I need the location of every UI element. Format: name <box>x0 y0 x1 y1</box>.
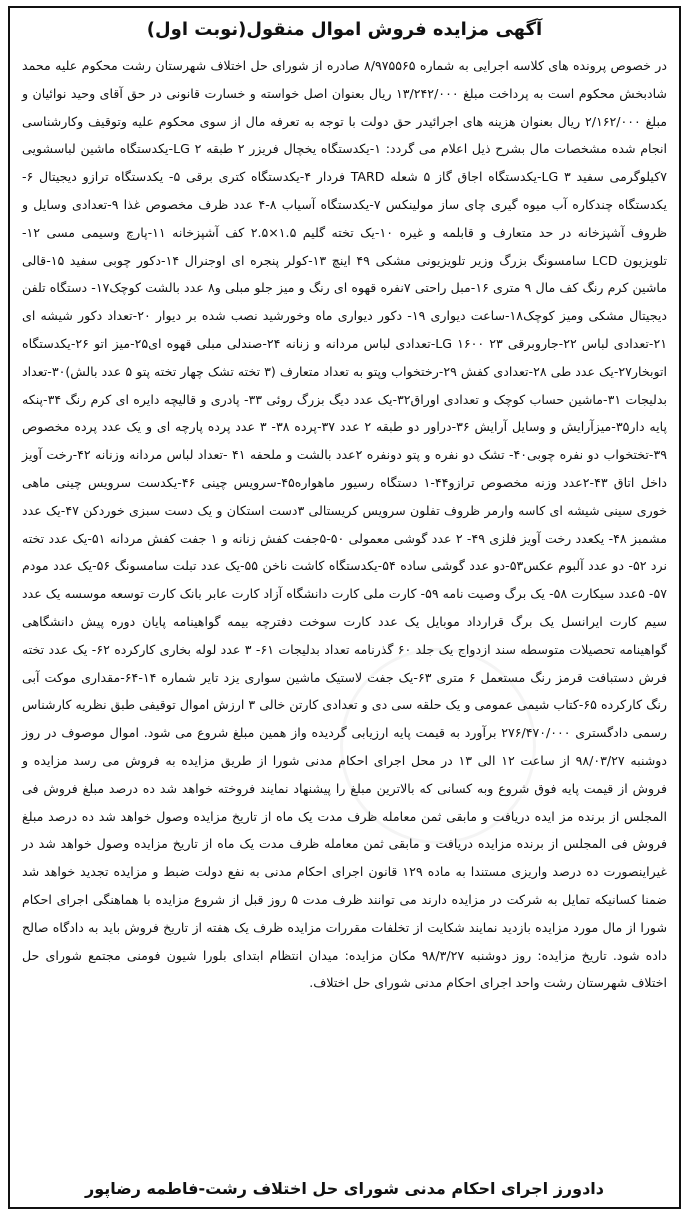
notice-signature: دادورز اجرای احکام مدنی شورای حل اختلاف رشت-فاطمه رضاپور <box>84 1179 604 1198</box>
notice-body: در خصوص پرونده های کلاسه اجرایی به شماره ۸/۹۷۵۵۶۵ صادره از شورای حل اختلاف شهرستان رشت محکوم علیه محمد شادبخش محکوم است به پرداخت مبلغ ۱۳/۲۴۲/۰۰۰ ریال بعنوان اصل خواسته و خسارت قانونی در حق آقای وحید نوائیان و مبلغ ۲/۱۶۲/۰۰۰ ریال بعنوان هزینه های اجرائیدر حق دولت با توجه به تعرفه مال از سوی محکوم علیه وتوقیف وکارشناسی انجام شده مشخصات مال بشرح ذیل اعلام می گردد: ۱-یکدستگاه یخچال فریزر ۲ طبقه LG ۲-یکدستگاه ماشین لباسشویی ۷کیلوگرمی سفید LG ۳-یکدستگاه اجاق گاز ۵ شعله TARD فردار ۴-یکدستگاه کتری برقی ۵- یکدستگاه ترازو دیجیتال ۶-یکدستگاه چندکاره آب میوه گیری چای ساز مولینکس ۷-یکدستگاه آسیاب ۸-۴ عدد ظرف مخصوص غذا ۹-تعدادی وسایل و ظروف آشپزخانه در حد متعارف و قابلمه و غیره ۱۰-یک تخته گلیم ۱.۵×۲.۵ کف آشپزخانه ۱۱-پارچ وسیمی مسی ۱۲- تلویزیون LCD سامسونگ بزرگ وزیر تلویزیونی مشکی ۴۹ اینچ ۱۳-کولر پنجره ای اوجنرال ۱۴-دکور چوبی سفید ۱۵-قالی ماشین کرم رنگ کف مال ۹ متری ۱۶-مبل راحتی ۷نفره قهوه ای رنگ و میز جلو مبلی و۸ عدد بالشت کوچک۱۷- دستگاه تلفن دیجیتال مشکی ومیز کوچک۱۸-ساعت دیواری ۱۹- دکور دیواری ماه وخورشید نصب شده بر دیوار ۲۰-تعداد دکور شیشه ای ۲۱-تعدادی لباس ۲۲-جاروبرقی LG ۱۶۰۰ ۲۳-تعدادی لباس مردانه و زنانه ۲۴-صندلی مبلی قهوه ای۲۵-میز اتو ۲۶-یکدستگاه اتوبخار۲۷-یک عدد طی ۲۸-تعدادی کفش ۲۹-رختخواب وپتو به تعداد متعارف (۳ تخته تشک چهار تخته پتو ۵ عدد بالش)۳۰-تعداد بدلیجات ۳۱-ماشین حساب کوچک و تعدادی اوراق۳۲-یک عدد دیگ بزرگ روئی ۳۳- پادری و قالیچه دایره ای کرم رنگ ۳۴-پنکه پایه دار۳۵-میزآرایش و وسایل آرایش ۳۶-دراور دو طبقه ۲ عدد ۳۷-پرده ۳۸- ۳ عدد پرده پارچه ای و یک عدد پرده مخصوص ۳۹-تختخواب دو نفره چوبی۴۰- تشک دو نفره و پتو دونفره ۲عدد بالشت و ملحفه ۴۱ -تعداد لباس مردانه وزنانه ۴۲-رخت آویز داخل اتاق ۴۳-۲عدد وزنه مخصوص ترازو۴۴-۱ دستگاه رسیور ماهواره۴۵-سرویس چینی ۴۶-یکدست سرویس چینی ماهی خوری سینی شیشه ای کاسه وارمر ظروف تفلون سرویس کریستالی ۳دست استکان و یک دست سبزی خوردکن ۴۷-یک عدد مشمبز ۴۸- یکعدد رخت آویز فلزی ۴۹- ۲ عدد گوشی معمولی ۵۰-۵جفت کفش زنانه و ۱ جفت کفش مردانه ۵۱-یک عدد تخته نرد ۵۲- دو عدد آلبوم عکس۵۳-دو عدد گوشی ساده ۵۴-یکدستگاه کاشت ناخن ۵۵-یک عدد تبلت سامسونگ ۵۶-یک عدد مودم ۵۷- ۵عدد سیکارت ۵۸- یک برگ وصیت نامه ۵۹- کارت ملی کارت دانشگاه آزاد کارت عابر بانک کارت توسعه موسسه یک عدد سیم کارت ایرانسل یک برگ قرارداد موبایل یک عدد کارت سوخت دفترچه بیمه گواهینامه پایان دوره پیش دانشگاهی گواهینامه تحصیلات متوسطه سند ازدواج یک جلد ۶۰ گذرنامه تعداد بدلیجات ۶۱- ۳ عدد لوله بخاری کارکرده ۶۲- یک عدد تخته فرش دستبافت قرمز رنگ مستعمل ۶ متری ۶۳-یک جفت لاستیک ماشین سواری یزد تایر شماره ۱۴-۶۴-مقداری موکت آبی رنگ کارکرده ۶۵-کتاب شیمی عمومی و یک حلقه سی دی و تعدادی کارتن خالی ۳ ارزش اموال توقیفی طبق نظریه کارشناس رسمی دادگستری ۲۷۶/۴۷۰/۰۰۰ برآورد به قیمت پایه ارزیابی گردیده واز همین مبلغ شروع می شود. اموال موصوف در روز دوشنبه ۹۸/۰۳/۲۷ از ساعت ۱۲ الی ۱۳ در محل اجرای احکام مدنی شورا از طریق مزایده به فروش می رسد مزایده و فروش از قیمت پایه فوق شروع وبه کسانی که بالاترین مبلغ را پیشنهاد نمایند فروخته خواهد شد ده درصد مبلغ فروش فی المجلس از برنده مز ایده دریافت و مابقی ثمن معامله ظرف مدت یک ماه از تاریخ مزایده وصول خواهد شد ده درصد مبلغ فروش فی المجلس از برنده مزایده دریافت و مابقی ثمن معامله ظرف مدت یک ماه از تاریخ مزایده وصول خواهد شد در غیراینصورت ده درصد واریزی مستندا به ماده ۱۲۹ قانون اجرای احکام مدنی به نفع دولت ضبط و مزایده تجدید خواهد شد ضمنا کسانیکه تمایل به شرکت در مزایده دارند می توانند ظرف مدت ۵ روز قبل از شروع مزایده با هماهنگی اجرای احکام شورا از مال مورد مزایده بازدید نمایند شکایت از تخلفات مقررات مزایده ظرف یک هفته از تاریخ فروش باید به دادگاه صالح داده شود. تاریخ مزایده: روز دوشنبه ۹۸/۳/۲۷ مکان مزایده: میدان انتظام ابتدای بلورا شیون فومنی مجتمع شورای حل اختلاف شهرستان رشت واحد اجرای احکام مدنی شورای حل اختلاف. <box>22 58 668 991</box>
auction-notice <box>8 6 681 1209</box>
notice-title: آگهی مزایده فروش اموال منقول(نوبت اول) <box>146 19 543 40</box>
